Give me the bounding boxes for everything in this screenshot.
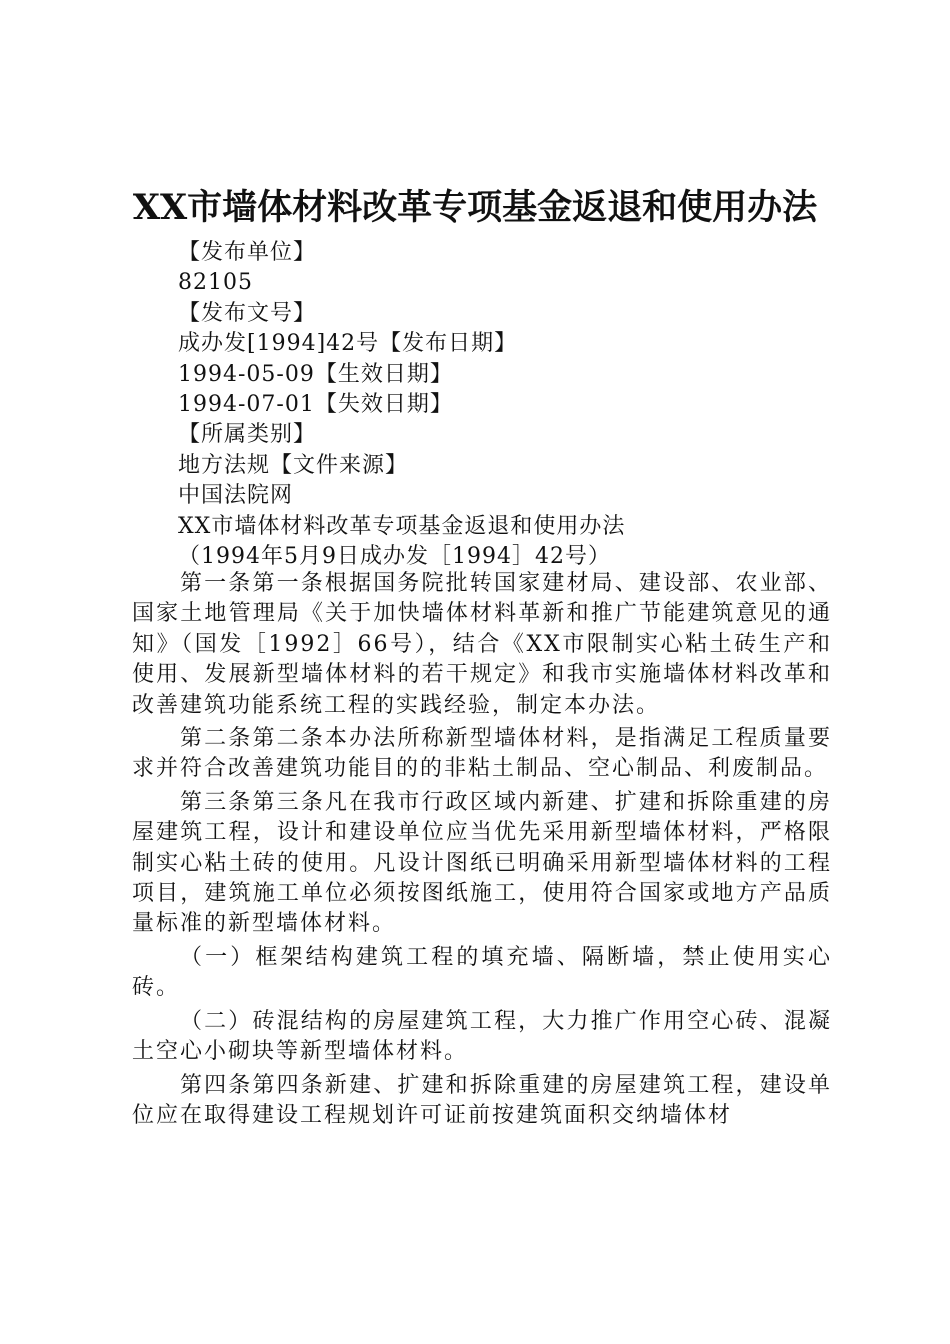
paragraph: 第二条第二条本办法所称新型墙体材料，是指满足工程质量要求并符合改善建筑功能目的的非粘土制品、空心制品、利废制品。 (132, 726, 832, 782)
meta-line: 成办发[1994]42号【发布日期】 (178, 331, 518, 357)
document-title: XX市墙体材料改革专项基金返退和使用办法 (132, 187, 818, 228)
meta-line: XX市墙体材料改革专项基金返退和使用办法 (178, 513, 626, 539)
paragraph: 第三条第三条凡在我市行政区域内新建、扩建和拆除重建的房屋建筑工程，设计和建设单位应当优先采用新型墙体材料，严格限制实心粘土砖的使用。凡设计图纸已明确采用新型墙体材料的工程项目，建筑施工单位必须按图纸施工，使用符合国家或地方产品质量标准的新型墙体材料。 (132, 789, 832, 937)
meta-line: 1994-05-09【生效日期】 (178, 361, 453, 387)
meta-line: 82105 (178, 270, 253, 296)
meta-line: 1994-07-01【失效日期】 (178, 391, 453, 417)
meta-line: 【发布单位】 (178, 240, 317, 265)
meta-line: 中国法院网 (178, 483, 294, 509)
paragraph: 第四条第四条新建、扩建和拆除重建的房屋建筑工程，建设单位应在取得建设工程规划许可证前按建筑面积交纳墙体材 (132, 1072, 832, 1128)
paragraph: （一）框架结构建筑工程的填充墙、隔断墙，禁止使用实心砖。 (132, 944, 832, 1001)
document-body (132, 569, 832, 1134)
paragraph: （二）砖混结构的房屋建筑工程，大力推广作用空心砖、混凝土空心小砌块等新型墙体材料。 (132, 1008, 832, 1065)
meta-line: 地方法规【文件来源】 (178, 452, 409, 478)
meta-line: （1994年5月9日成办发［1994］42号） (178, 543, 611, 569)
meta-line: 【发布文号】 (178, 300, 317, 326)
meta-line: 【所属类别】 (178, 422, 317, 448)
metadata-block (178, 238, 878, 572)
paragraph: 第一条第一条根据国务院批转国家建材局、建设部、农业部、国家土地管理局《关于加快墙体材料革新和推广节能建筑意见的通知》（国发［1992］66号），结合《XX市限制实心粘土砖生产和使用、发展新型墙体材料的若干规定》和我市实施墙体材料改革和改善建筑功能系统工程的实践经验，制定本办法。 (132, 571, 832, 718)
